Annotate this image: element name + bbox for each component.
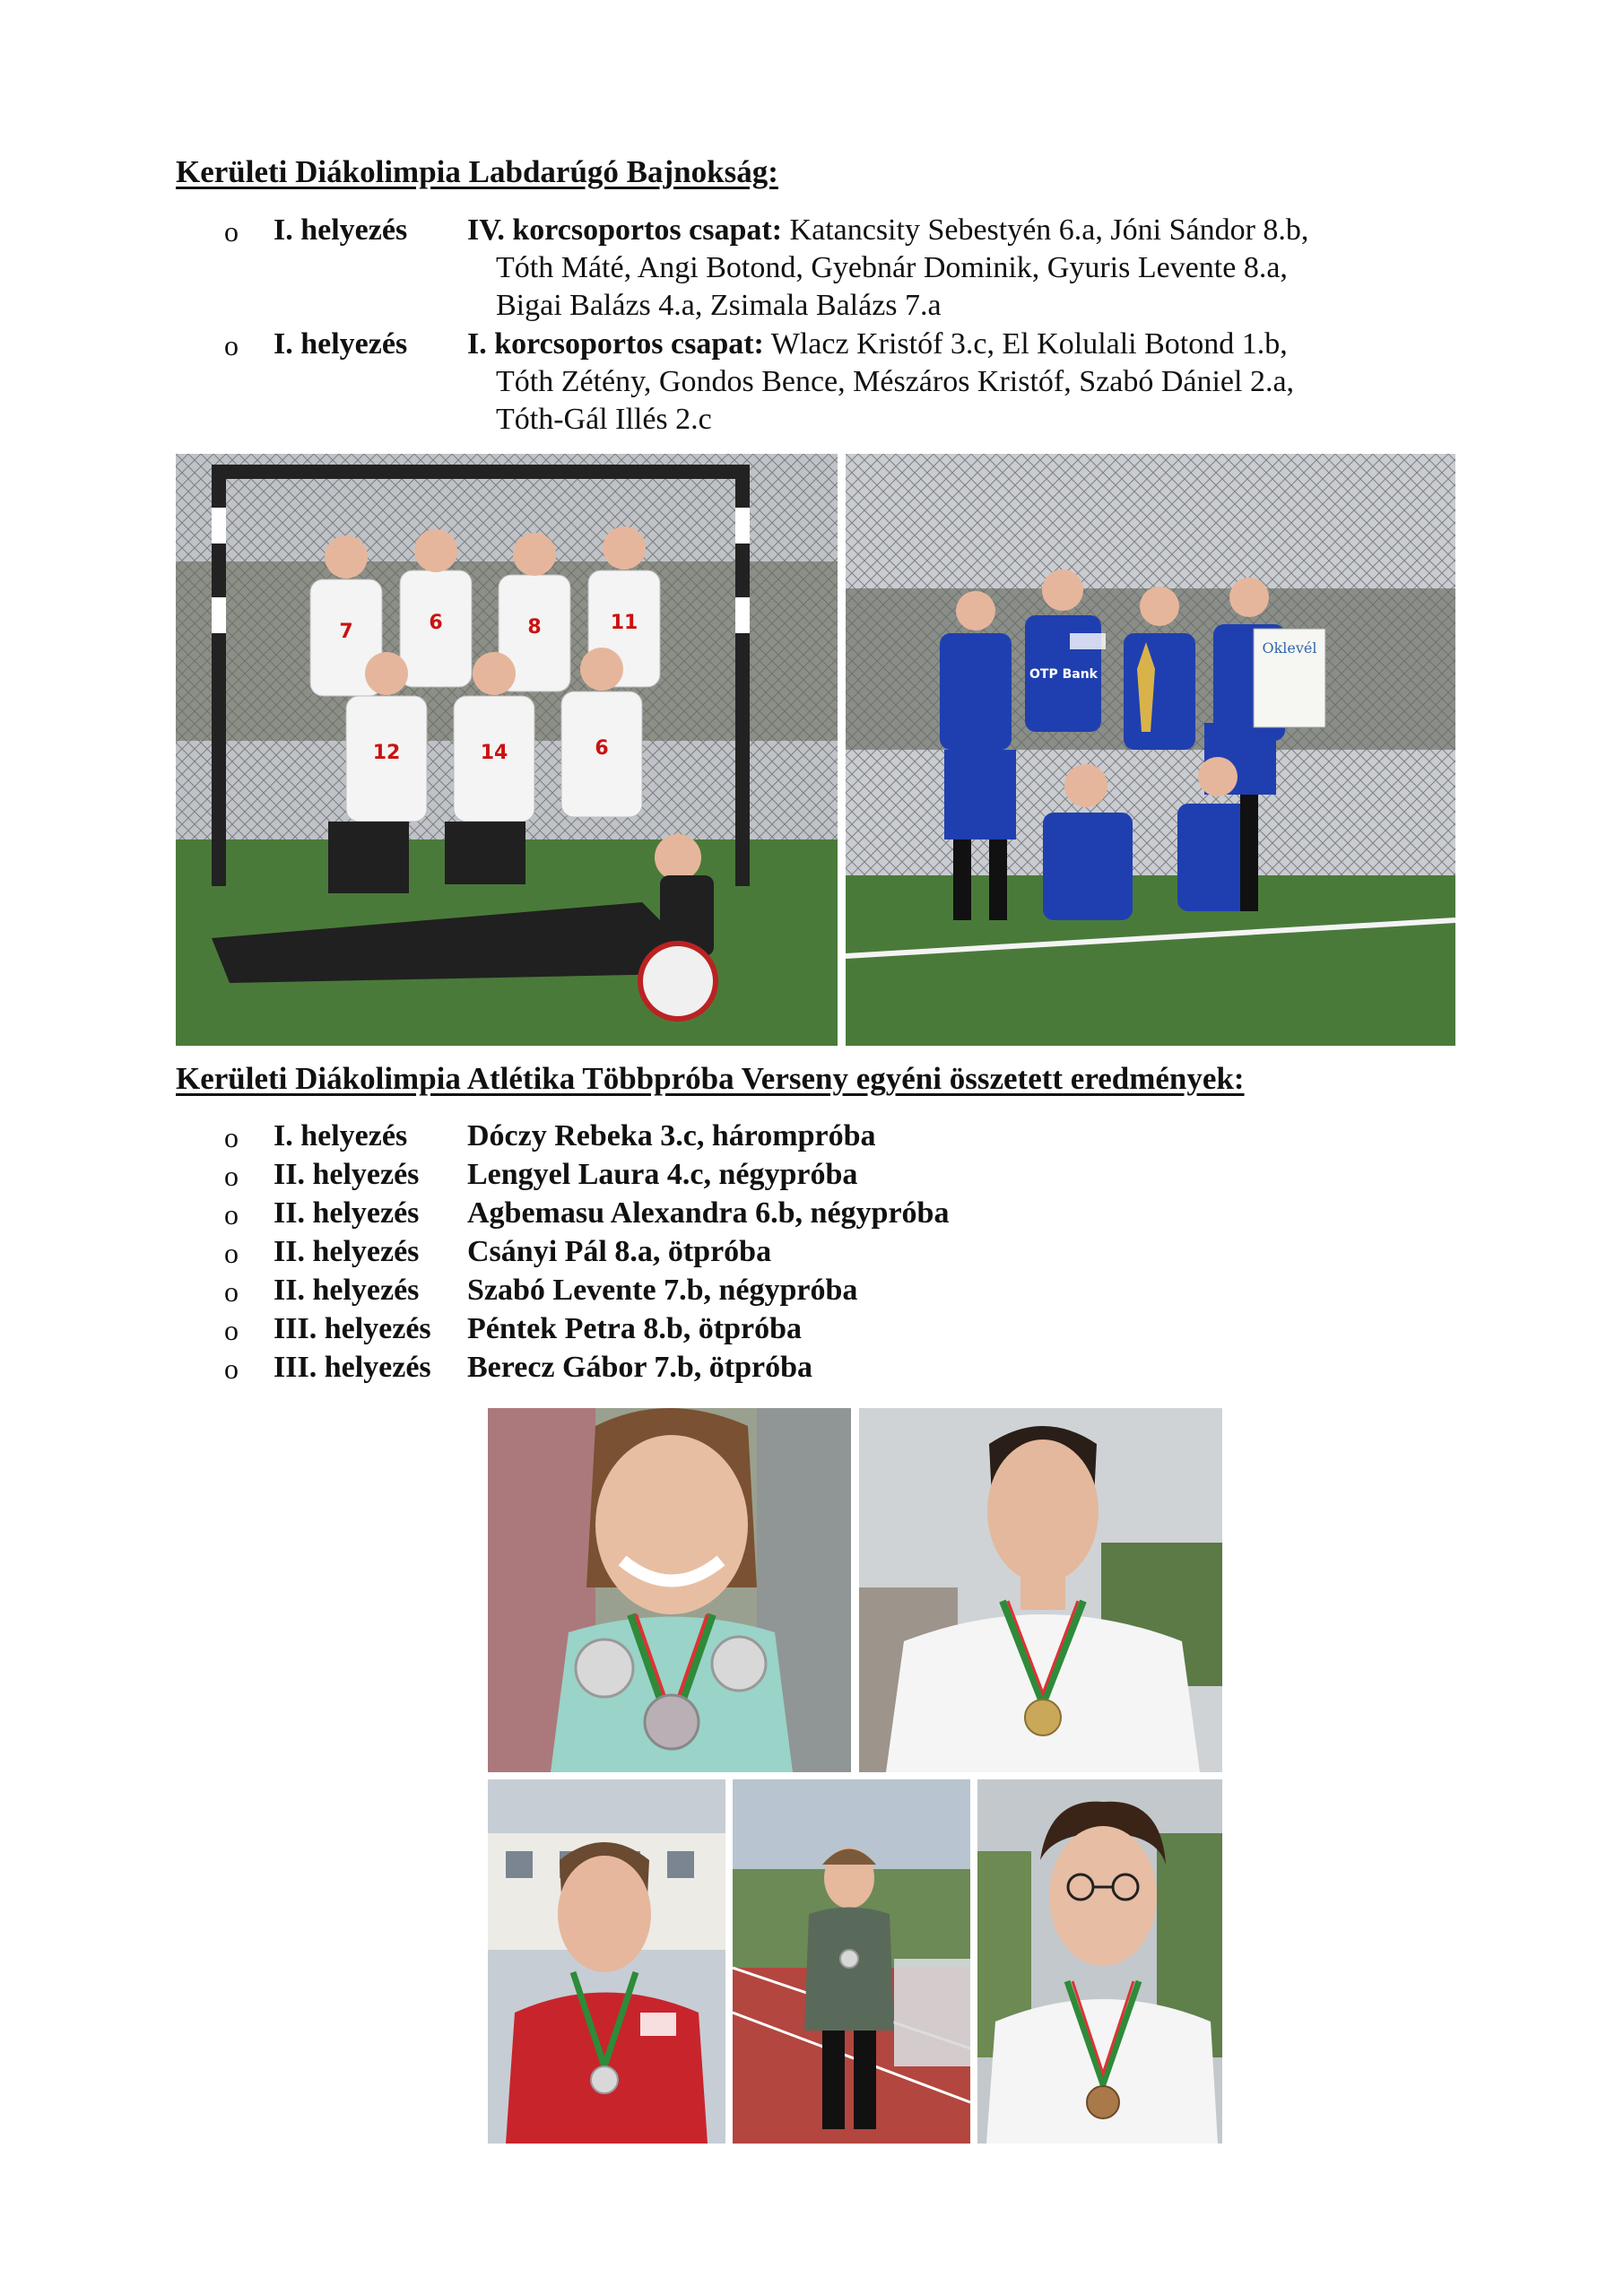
athlete-photo-boy-smiling: [859, 1408, 1222, 1772]
placement: I. helyezés: [274, 1119, 408, 1152]
kit-number: 6: [595, 737, 609, 760]
placement: III. helyezés: [274, 1351, 431, 1384]
placement: II. helyezés: [274, 1196, 420, 1230]
kit-number: 6: [429, 612, 443, 634]
kit-number: 8: [527, 616, 542, 639]
result-text: Berecz Gábor 7.b, ötpróba: [467, 1351, 812, 1384]
list-bullet: o: [224, 1275, 239, 1308]
list-bullet: o: [224, 1121, 239, 1153]
athlete-photo-girl-track: [733, 1779, 970, 2144]
result-text: Lengyel Laura 4.c, négypróba: [467, 1158, 858, 1191]
kit-number: 14: [480, 742, 508, 764]
athlete-photo-boy-red-jacket: [488, 1779, 725, 2144]
kit-number: 11: [610, 612, 638, 634]
team-members-continued: Tóth Zétény, Gondos Bence, Mészáros Kristóf, Szabó Dániel 2.a,: [496, 365, 1295, 398]
kit-number: 7: [339, 621, 353, 643]
team-line: [467, 213, 1308, 248]
list-bullet: o: [224, 1352, 239, 1385]
list-bullet: o: [224, 215, 239, 248]
list-bullet: o: [224, 1198, 239, 1231]
result-text: Szabó Levente 7.b, négypróba: [467, 1274, 858, 1307]
team-members: Katancsity Sebestyén 6.a, Jóni Sándor 8.b,: [789, 213, 1309, 247]
placement: II. helyezés: [274, 1158, 420, 1191]
athlete-photo-girl-medals: [488, 1408, 851, 1772]
result-text: Agbemasu Alexandra 6.b, négypróba: [467, 1196, 950, 1230]
placement: I. helyezés: [274, 213, 408, 247]
athlete-photo-boy-glasses: [977, 1779, 1222, 2144]
placement: III. helyezés: [274, 1312, 431, 1345]
result-text: Csányi Pál 8.a, ötpróba: [467, 1235, 772, 1268]
list-bullet: o: [224, 1160, 239, 1192]
team-members-continued: Tóth-Gál Illés 2.c: [496, 403, 712, 436]
result-text: Péntek Petra 8.b, ötpróba: [467, 1312, 803, 1345]
team-members-continued: Tóth Máté, Angi Botond, Gyebnár Dominik, Gyuris Levente 8.a,: [496, 251, 1288, 284]
list-bullet: o: [224, 329, 239, 361]
football-heading: Kerületi Diákolimpia Labdarúgó Bajnokság:: [176, 154, 778, 189]
kit-sponsor: OTP Bank: [1029, 667, 1098, 682]
team-label: IV. korcsoportos csapat:: [467, 213, 783, 247]
team-label: I. korcsoportos csapat:: [467, 327, 764, 361]
placement: II. helyezés: [274, 1235, 420, 1268]
athletics-heading: Kerületi Diákolimpia Atlétika Többpróba Verseny egyéni összetett eredmények:: [176, 1061, 1245, 1096]
team-members-continued: Bigai Balázs 4.a, Zsimala Balázs 7.a: [496, 289, 942, 322]
team-line: [467, 327, 1288, 361]
placement: I. helyezés: [274, 327, 408, 361]
placement: II. helyezés: [274, 1274, 420, 1307]
list-bullet: o: [224, 1237, 239, 1269]
result-text: Dóczy Rebeka 3.c, hárompróba: [467, 1119, 876, 1152]
kit-number: 12: [372, 742, 401, 764]
certificate-text: Oklevél: [1262, 639, 1317, 657]
team-members: Wlacz Kristóf 3.c, El Kolulali Botond 1.b,: [770, 327, 1288, 361]
list-bullet: o: [224, 1314, 239, 1346]
team-photo-younger: [846, 454, 1455, 1046]
team-photo-older: [176, 454, 838, 1046]
